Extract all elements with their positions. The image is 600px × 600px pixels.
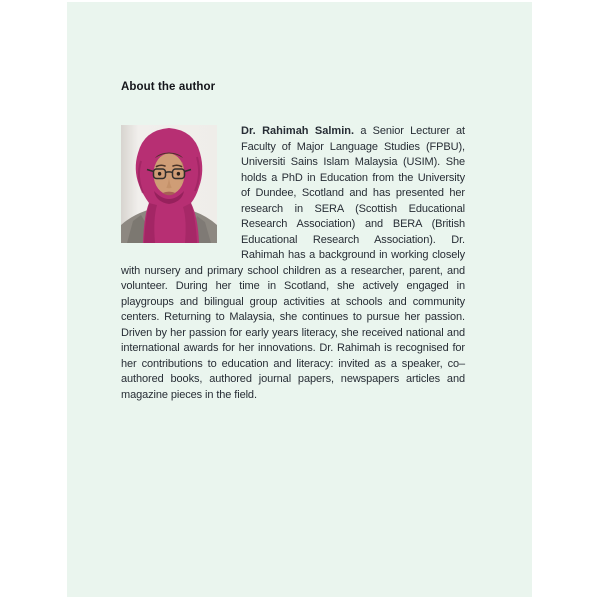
author-portrait-illustration: [121, 125, 217, 243]
author-bio-section: [121, 124, 465, 403]
book-page: [67, 2, 532, 597]
author-name: Dr. Rahimah Salmin.: [241, 125, 355, 137]
author-photo: [121, 125, 217, 243]
bio-body-text: a Senior Lecturer at Faculty of Major Language Studies (FPBU), Universiti Sains Islam Malaysia (USIM). She holds a PhD in Education from the University of Dundee, Scotland and has presented her research in SERA (Scottish Educational Research Association) and BERA (British Educational Research Association). Dr. Rahimah has a background in working closely with nursery and primary school children as a researcher, parent, and volunteer. During her time in Scotland, she actively engaged in playgroups and bilingual group activities at schools and community centers. Returning to Malaysia, she continues to pursue her passion. Driven by her passion for early years literacy, she received national and international awards for her innovations. Dr. Rahimah is recognised for her contributions to education and literacy: invited as a speaker, co–authored books, authored journal papers, newspapers articles and magazine pieces in the field.: [121, 125, 465, 401]
section-heading: About the author: [121, 81, 216, 93]
